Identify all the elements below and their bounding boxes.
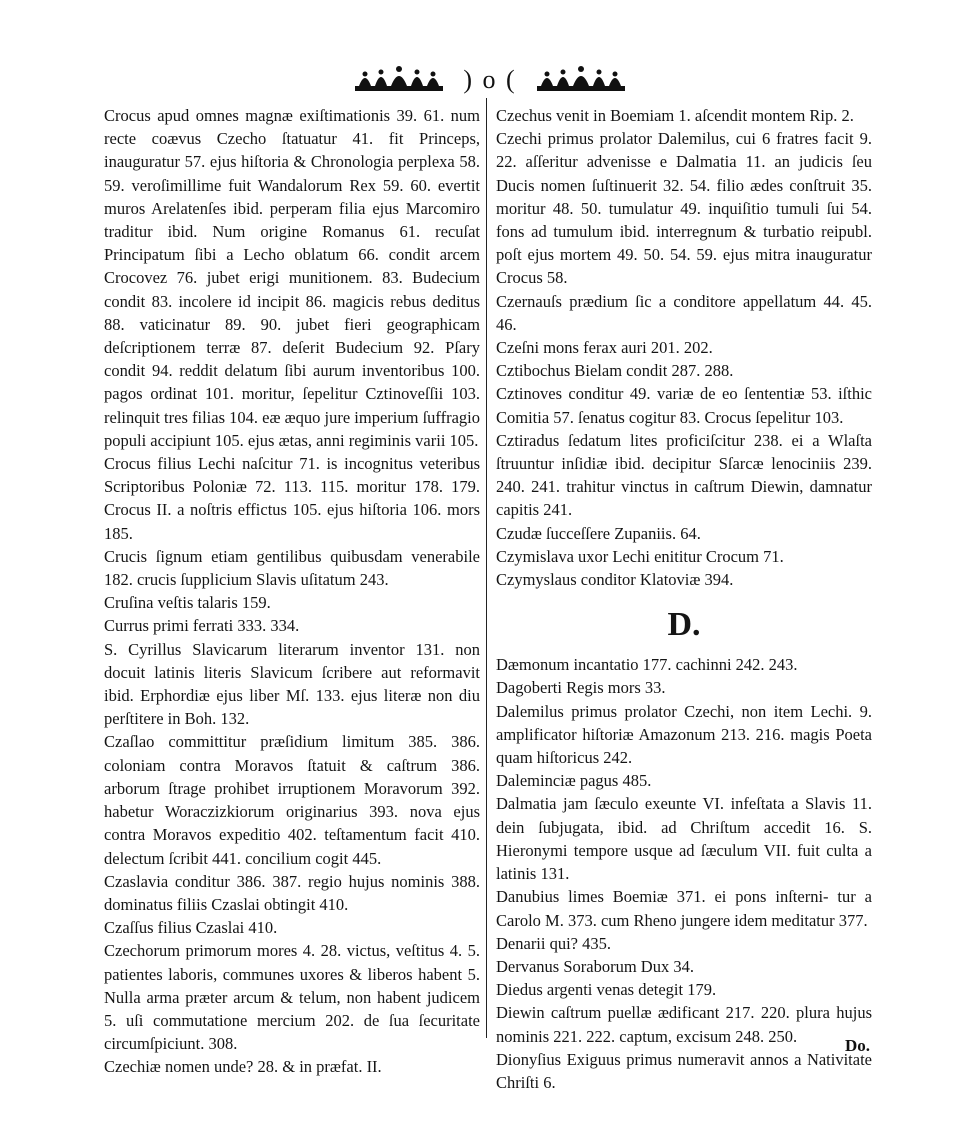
index-entry: Czymyslaus conditor Klatoviæ 394. <box>496 570 734 590</box>
index-entry: Crocus apud omnes magnæ exiſtimationis 39. 61. num recte coævus Czecho ſtatuatur 41. fit Princeps, inauguratur 57. ejus hiſtoria & Chronologia perplexa 58. 59. veroſimillime fuit Wandalorum Rex 59. 60. evertit muros Arelatenſes ibid. perperam filia ejus Marcomiro traditur ibid. Num origine Romanus 61. recuſat Principatum ſibi a Lecho oblatum 66. condit arcem Crocovez 76. jubet erigi munitionem. 83. Budecium condit 83. incolere id incipit 86. magicis rebus deditus 88. vaticinatur 89. 90. jubet fieri geographicam deſcriptionem terræ 87. deſerit Budecium 92. Pſary condit 94. reddit delatum ſibi aurum inventoribus 100. pagos ordinat 101. moritur, ſepelitur Cztinoveſſii 103. relinquit tres filias 104. eæ æquo jure imperium ſuffragio populi accipiunt 105. ejus ætas, anni regiminis varii 105. <box>104 106 480 450</box>
index-entry: Czechorum primorum mores 4. 28. victus, veſtitus 4. 5. patientes laboris, communes uxores & liberos habent 5. Nulla arma præter arcum & telum, non habent judicem 5. uſi commutatione mercium 202. de ſua ſecuritate circumſpiciunt. 308. <box>104 941 480 1054</box>
index-entry: Cztinoves conditur 49. variæ de eo ſententiæ 53. iſthic Comitia 57. ſenatus cogitur 83. Crocus ſepelitur 103. <box>496 384 872 427</box>
left-column <box>104 104 480 1079</box>
index-entry: Dalemilus primus prolator Czechi, non item Lechi. 9. amplificator hiſtoriæ Amazonum 213. 216. magis Poeta quam hiſtoricus 242. <box>496 701 872 768</box>
index-entry: Dæmonum incantatio 177. cachinni 242. 243. <box>496 655 798 675</box>
index-entry: Czechi primus prolator Dalemilus, cui 6 fratres facit 9. 22. aſſeritur advenisse e Dalmatia 11. an judicis ſeu Ducis nomen ſuſtinuerit 32. 54. filio ædes conſtruit 35. moritur 48. 50. tumulatur 49. inquiſitio tumuli ſui 54. fons ad tumulum ibid. interregnum & turbatio reipubl. poſt ejus mortem 49. 50. 54. 59. ejus mitra inauguratur Crocus 58. <box>496 129 872 288</box>
index-entry: Dalmatia jam ſæculo exeunte VI. infeſtata a Slavis 11. dein ſubjugata, ibid. ad Chriſtum accedit 16. S. Hieronymi tempore usque ad ſæculum VII. fuit culta a latinis 131. <box>496 794 872 884</box>
index-entry: Czeſni mons ferax auri 201. 202. <box>496 338 713 358</box>
index-entry: S. Cyrillus Slavicarum literarum inventor 131. non docuit latinis literis Slavicum ſcribere aut reformavit ibid. Erphordiæ ejus liber Mſ. 133. ejus literæ non diu perſtitere in Boh. 132. <box>104 639 480 729</box>
index-entry: Dervanus Soraborum Dux 34. <box>496 956 694 976</box>
catchword: Do. <box>844 1036 870 1055</box>
index-entry: Crucis ſignum etiam gentilibus quibusdam venerabile 182. crucis ſupplicium Slavis uſitatum 243. <box>104 546 480 590</box>
index-entry: Diedus argenti venas detegit 179. <box>496 980 717 1000</box>
index-entry: Czernauſs prædium ſic a conditore appellatum 44. 45. 46. <box>496 291 872 334</box>
index-entry: Daleminciæ pagus 485. <box>496 771 652 791</box>
index-entry: Czechiæ nomen unde? 28. & in præfat. II. <box>104 1057 382 1077</box>
index-entry: Dagoberti Regis mors 33. <box>496 678 666 698</box>
page-header <box>330 62 650 98</box>
page-number: ) o ( <box>463 65 517 94</box>
index-entry: Czechus venit in Boemiam 1. aſcendit montem Rip. 2. <box>496 106 854 125</box>
right-column <box>496 104 872 1094</box>
index-entry: Czaslavia conditur 386. 387. regio hujus nominis 388. dominatus filiis Czaslai obtingit 410. <box>104 871 480 914</box>
index-entry: Cztiradus ſedatum lites proficiſcitur 238. ei a Wlaſta ſtruuntur inſidiæ ibid. decipitur Sſarcæ lenociniis 239. 240. 241. trahitur vinctus in caſtrum Diewin, damnatur capitis 241. <box>496 430 872 520</box>
index-entry: Cruſina veſtis talaris 159. <box>104 593 271 613</box>
index-entry: Diewin caſtrum puellæ ædificant 217. 220. plura hujus nominis 221. 222. captum, excisum 248. 250. <box>496 1003 872 1046</box>
ornament-left-icon <box>353 66 445 94</box>
ornament-right-icon <box>535 66 627 94</box>
index-entry: Currus primi ferrati 333. 334. <box>104 616 300 636</box>
index-entry: Cztibochus Bielam condit 287. 288. <box>496 361 734 381</box>
index-entry: Danubius limes Boemiæ 371. ei pons inſterni- tur a Carolo M. 373. cum Rheno jungere idem meditatur 377. <box>496 887 872 930</box>
index-entry: Dionyſius Exiguus primus numeravit annos a Nativitate Chriſti 6. <box>496 1049 872 1092</box>
index-entry: Denarii qui? 435. <box>496 933 612 953</box>
section-letter: D. <box>667 606 701 644</box>
index-entry: Czudæ ſucceſſere Zupaniis. 64. <box>496 523 701 543</box>
index-entry: Czaſſus filius Czaslai 410. <box>104 918 278 938</box>
index-entry: Crocus filius Lechi naſcitur 71. is incognitus veteribus Scriptoribus Poloniæ 72. 113. 115. moritur 178. 179. Crocus II. a noſtris effictus 105. ejus hiſtoria 106. mors 185. <box>104 454 480 543</box>
column-divider <box>486 98 487 1038</box>
index-entry: Czymislava uxor Lechi enititur Crocum 71. <box>496 546 784 566</box>
index-entry: Czaſlao committitur præſidium limitum 385. 386. coloniam contra Moravos ſtatuit & caſtrum 386. arborum ſtrage prohibet irruptionem Moravorum 392. habetur Woraczizkiorum originarius 393. nova ejus contra Moravos expeditio 402. teſtamentum facit 410. delectum ſcribit 441. concilium cogit 445. <box>104 732 480 868</box>
